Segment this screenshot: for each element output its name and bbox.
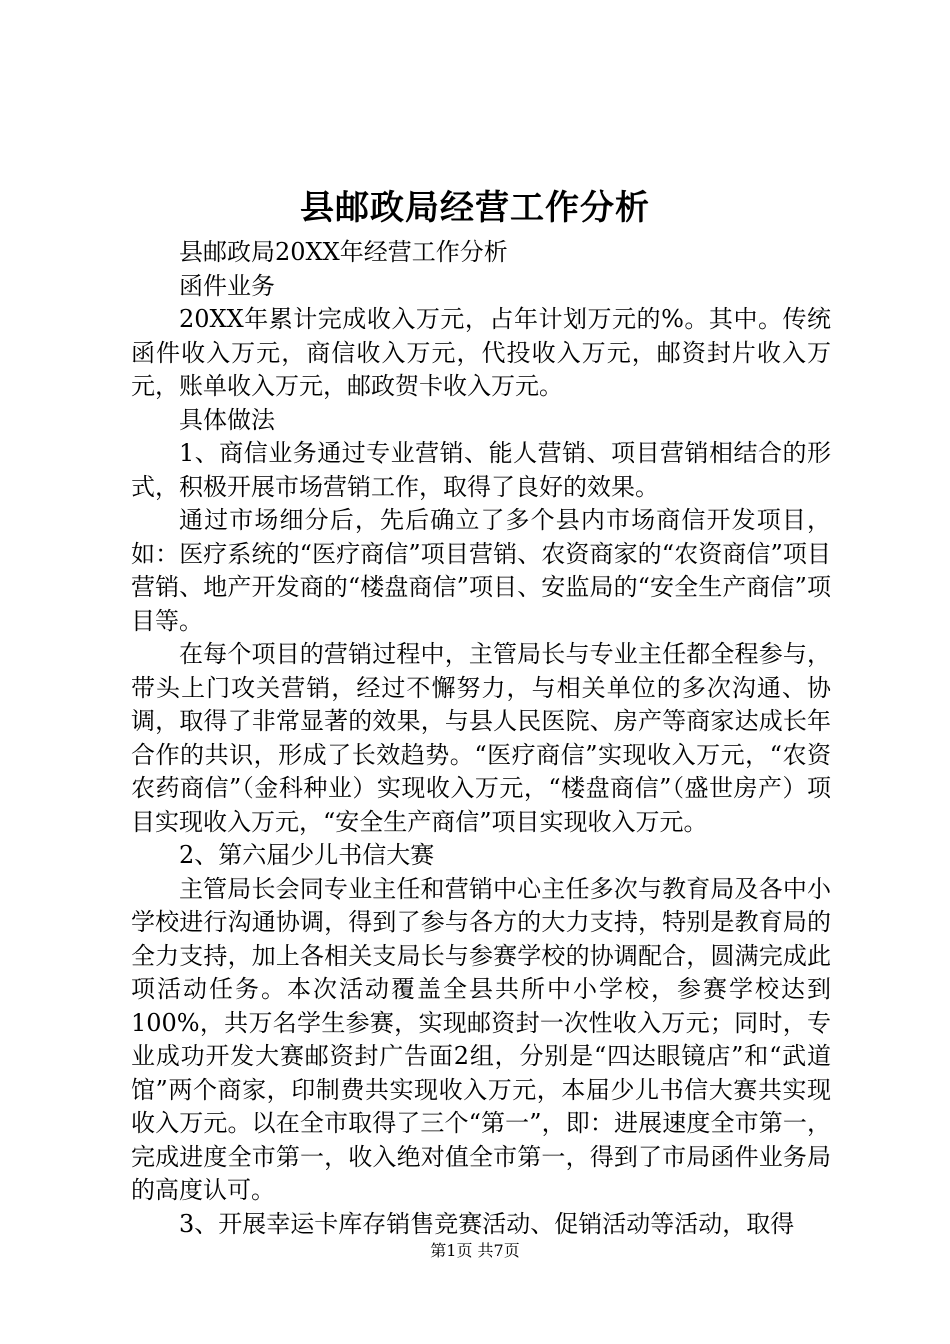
- paragraph: 县邮政局20XX年经营工作分析: [179, 238, 508, 266]
- document-body: [131, 236, 831, 1241]
- paragraph: 通过市场细分后，先后确立了多个县内市场商信开发项目，如：医疗系统的“医疗商信”项目营销、农资商家的“农资商信”项目营销、地产开发商的“楼盘商信”项目、安监局的“安全生产商信”项目等。: [131, 506, 831, 635]
- paragraph: 主管局长会同专业主任和营销中心主任多次与教育局及各中小学校进行沟通协调，得到了参与各方的大力支持，特别是教育局的全力支持，加上各相关支局长与参赛学校的协调配合，圆满完成此项活动任务。本次活动覆盖全县共所中小学校，参赛学校达到100%，共万名学生参赛，实现邮资封一次性收入万元；同时，专业成功开发大赛邮资封广告面2组，分别是“四达眼镜店”和“武道馆”两个商家，印制费共实现收入万元，本届少儿书信大赛共实现收入万元。以在全市取得了三个“第一”，即：进展速度全市第一，完成进度全市第一，收入绝对值全市第一，得到了市局函件业务局的高度认可。: [131, 874, 831, 1204]
- paragraph: 3、开展幸运卡库存销售竞赛活动、促销活动等活动，取得: [179, 1209, 795, 1238]
- paragraph: 在每个项目的营销过程中，主管局长与专业主任都全程参与，带头上门攻关营销，经过不懈努力，与相关单位的多次沟通、协调，取得了非常显著的效果，与县人民医院、房产等商家达成长年合作的共识，形成了长效趋势。“医疗商信”实现收入万元，“农资农药商信”（金科种业）实现收入万元，“楼盘商信”（盛世房产）项目实现收入万元，“安全生产商信”项目实现收入万元。: [131, 640, 831, 836]
- paragraph: 1、商信业务通过专业营销、能人营销、项目营销相结合的形式，积极开展市场营销工作，取得了良好的效果。: [131, 439, 831, 501]
- page-footer: 第1页 共7页: [430, 1241, 520, 1260]
- paragraph: 2、第六届少儿书信大赛: [179, 841, 435, 869]
- paragraph: 函件业务: [179, 271, 275, 300]
- paragraph: 20XX年累计完成收入万元，占年计划万元的%。其中。传统函件收入万元，商信收入万元，代投收入万元，邮资封片收入万元，账单收入万元，邮政贺卡收入万元。: [131, 305, 831, 400]
- paragraph: 具体做法: [179, 405, 275, 434]
- document-title: 县邮政局经营工作分析: [300, 188, 650, 228]
